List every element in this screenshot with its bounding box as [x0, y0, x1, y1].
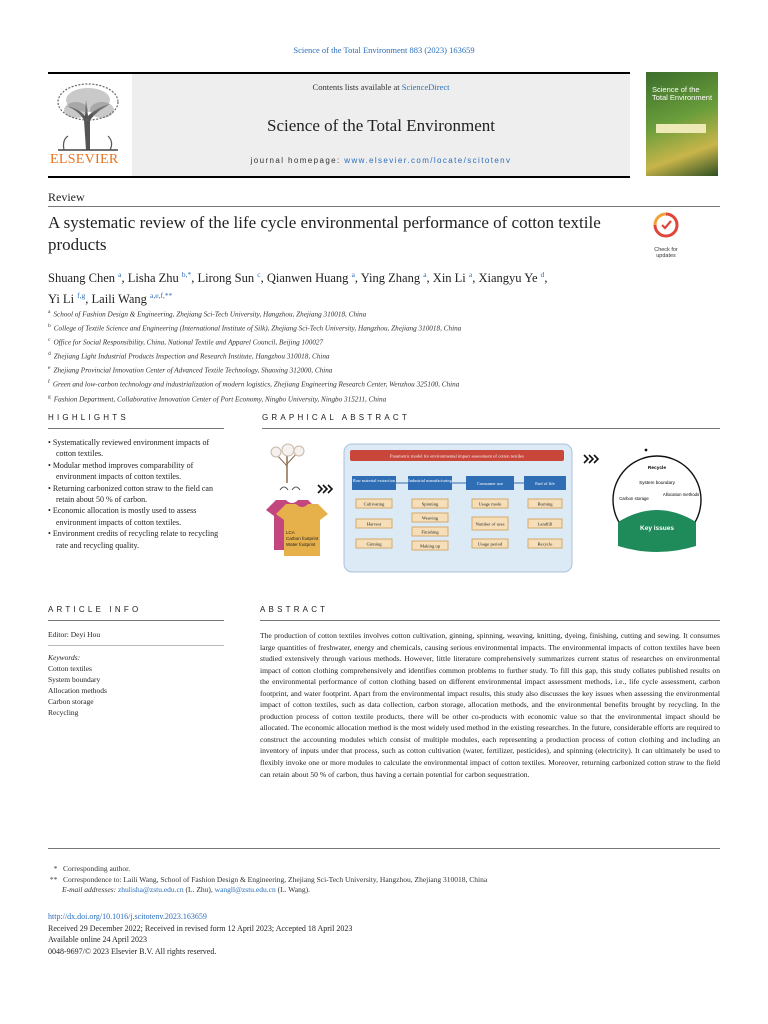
affiliation-marker: e: [48, 365, 51, 372]
author-list: [48, 266, 668, 308]
author-affiliation-ref[interactable]: a: [351, 270, 355, 279]
affiliations: [48, 307, 720, 406]
author-name[interactable]: Yi Li: [48, 292, 75, 307]
publication-info: [48, 911, 352, 957]
keyword-item[interactable]: System boundary: [48, 675, 101, 684]
model-panel-title: Parametric model for environmental impact assessment of cotton textiles: [390, 453, 524, 459]
divider: [48, 620, 224, 621]
affiliation-item: [48, 377, 720, 391]
keywords-heading: Keywords:: [48, 653, 81, 662]
stage-label: End of life: [535, 481, 555, 486]
author-separator: ,: [354, 271, 361, 286]
article-type: Review: [48, 190, 85, 204]
shirt-label-lca: LCA: [286, 530, 295, 535]
highlight-item: • Modular method improves comparability of environment impacts of cotton textiles.: [48, 460, 224, 483]
author-separator: ,: [544, 271, 548, 286]
author-affiliation-ref[interactable]: f,g: [77, 291, 86, 301]
stage-item: Finishing: [421, 529, 439, 535]
author-name[interactable]: Ying Zhang: [360, 271, 421, 286]
affiliation-item: [48, 321, 720, 335]
keywords-block: [48, 652, 107, 718]
author-name[interactable]: Shuang Chen: [48, 271, 116, 286]
check-updates-icon: [653, 212, 679, 242]
stage-item: Cultivating: [363, 501, 385, 507]
publisher-name: ELSEVIER: [50, 152, 119, 167]
circle-label: Allocation methods: [662, 492, 700, 497]
highlight-item: • Environment credits of recycling relate to recycling rate and recycling quality.: [48, 528, 224, 551]
affiliation-item: [48, 363, 720, 377]
affiliation-text: Zhejiang Provincial Innovation Center of Advanced Textile Technology, Shaoxing 312000, China: [53, 366, 333, 375]
arrow-icon: [318, 485, 332, 493]
author-separator: ,: [260, 271, 267, 286]
journal-cover-image[interactable]: [646, 72, 718, 176]
key-issues-label: Key issues: [640, 525, 674, 532]
highlight-item: • Systematically reviewed environment impacts of cotton textiles.: [48, 437, 224, 460]
author-affiliation-ref[interactable]: a: [423, 270, 427, 279]
check-for-updates-button[interactable]: [648, 212, 684, 262]
affiliation-text: Zhejiang Light Industrial Products Inspection and Research Institute, Hangzhou 310018, China: [53, 352, 330, 361]
keywords-list: [48, 663, 107, 718]
article-title: A systematic review of the life cycle environmental performance of cotton textile products: [48, 213, 601, 254]
divider: [260, 620, 720, 621]
available-online: Available online 24 April 2023: [48, 935, 147, 944]
author-separator: ,: [85, 292, 92, 307]
stage-label: Industrial manufacturing: [408, 478, 452, 483]
shirt-icon: [266, 500, 328, 556]
footnote-emails: E-mail addresses: zhulisha@zstu.edu.cn (L. Zhu), wangll@zstu.edu.cn (L. Wang).: [62, 885, 310, 894]
keyword-item[interactable]: Carbon storage: [48, 697, 94, 706]
stage-item: Ginning: [366, 541, 382, 547]
circle-label: Recycle: [647, 466, 667, 471]
divider: [262, 428, 720, 429]
homepage-prefix: journal homepage:: [250, 156, 345, 165]
affiliation-text: College of Textile Science and Engineering (International Institute of Silk), Zhejiang Sci-Tech University, Hangzhou, Zhejiang 310018, China: [53, 324, 462, 333]
stage-label: Raw material extraction: [352, 478, 396, 483]
author-name[interactable]: Xiangyu Ye: [478, 271, 538, 286]
author-name[interactable]: Qianwen Huang: [266, 271, 349, 286]
highlight-item: • Returning carbonized cotton straw to the field can retain about 50 % of carbon.: [48, 483, 224, 506]
editor: Editor: Deyi Hou: [48, 630, 101, 639]
arrow-icon: [584, 455, 598, 463]
affiliation-item: [48, 392, 720, 406]
author-affiliation-ref[interactable]: a: [468, 270, 473, 279]
affiliation-text: Green and low-carbon technology and industrialization of modern logistics, Zhejiang Engineering Research Center, Wenzhou 325100, China: [52, 380, 460, 389]
divider: [48, 645, 224, 646]
affiliation-text: Office for Social Responsibility, China, National Textile and Apparel Council, Beijing 100027: [53, 338, 324, 347]
stage-item: Harvest: [366, 521, 382, 527]
stage-item: Usage mode: [478, 501, 502, 507]
highlights-list: [48, 437, 224, 551]
stage-item: Number of uses: [475, 521, 505, 527]
abstract-text: The production of cotton textiles involves cotton cultivation, ginning, spinning, weaving, knitting, dyeing, finishing, cutting and sewing. It consumes large quantities of freshwater, energy and chemicals, causing serious environmental impacts. The environmental impacts of cotton textiles have been studied extensively through various methods. However, little literature comprehensively summarizes current status of researches on environmental impact of cotton clothing comprehensively and identifies common problems to further study. To fill this gap, this study collates published results on the environmental performance of cotton clothing based on different environmental impact assessment methods, i.e., life cycle assessment, carbon footprint, and water footprint. Apart from the environmental impact results, this study also discusses the key issues when assessing the environmental impact of cotton textiles, such as data collection, carbon storage, allocation methods, and the environmental benefits brought by recycling. In the production process of cotton textile products, there will be other co-products with economic value so that the environmental impact should be allocated. The economic allocation method is the most widely used method in the existing researches. In the future, considerable efforts are required to construct the accounting modules which consist of multiple modules, each representing a production process of cotton clothing and including an inventory of inputs under that process, such as cotton cultivation (water, fertilizer, pesticides), and spinning (electricity). It can ultimately be used to flexibly invoke one or more modules to calculate the environmental impact of cotton textiles. Moreover, returning carbonized cotton straw to the field can retain about 50 % of carbon, thus having a certain potential for carbon sequestration.: [260, 631, 720, 779]
keyword-item[interactable]: Recycling: [48, 708, 79, 717]
author-name[interactable]: Lirong Sun: [197, 271, 255, 286]
affiliation-marker: f: [48, 379, 50, 386]
divider: [48, 848, 720, 849]
footnote-correspondence: ** Correspondence to: Laili Wang, School of Fashion Design & Engineering, Zhejiang Sci-Tech University, Hangzhou, Zhejiang 310018, China: [48, 874, 488, 884]
journal-header: [48, 72, 630, 178]
affiliation-marker: g: [48, 393, 51, 400]
author-affiliation-ref[interactable]: c: [257, 270, 261, 279]
circle-label: Carbon storage: [619, 496, 649, 501]
sciencedirect-link[interactable]: ScienceDirect: [401, 82, 450, 92]
stage-item: Burning: [537, 501, 553, 507]
keyword-item[interactable]: Allocation methods: [48, 686, 107, 695]
keyword-item[interactable]: Cotton textiles: [48, 664, 92, 673]
cover-title: Science of the Total Environment: [652, 85, 713, 102]
affiliation-marker: a: [48, 309, 51, 315]
author-separator: ,: [472, 271, 479, 286]
divider: [48, 206, 720, 207]
shirt-label-carbon: Carbon footprint: [286, 536, 319, 541]
journal-title-box: [132, 74, 630, 176]
author-affiliation-ref[interactable]: b,*: [181, 270, 192, 279]
journal-title: Science of the Total Environment: [267, 116, 495, 135]
received-dates: Received 29 December 2022; Received in revised form 12 April 2023; Accepted 18 April 2023: [48, 923, 353, 933]
affiliation-item: [48, 335, 720, 349]
author-name[interactable]: Xin Li: [432, 271, 466, 286]
footnotes: [48, 864, 720, 896]
homepage-link[interactable]: www.elsevier.com/locate/scitotenv: [344, 156, 512, 165]
journal-homepage: [132, 156, 630, 165]
divider: [48, 428, 224, 429]
author-separator: ,: [121, 271, 128, 286]
footnote-corresponding: * Corresponding author.: [48, 864, 131, 873]
affiliation-marker: c: [48, 337, 51, 344]
email-link[interactable]: wangll@zstu.edu.cn: [214, 885, 276, 894]
affiliation-marker: d: [48, 351, 51, 358]
author-name[interactable]: Laili Wang: [91, 292, 147, 307]
stage-label: Consumer use: [476, 481, 504, 486]
cover-strip: [656, 124, 706, 133]
author-affiliation-ref[interactable]: a: [118, 270, 122, 279]
highlight-item: • Economic allocation is mostly used to assess environment impacts of cotton textiles.: [48, 505, 224, 528]
stage-item: Weaving: [421, 515, 439, 521]
graphical-abstract-figure[interactable]: [262, 438, 720, 578]
stage-item: Recycle: [537, 541, 553, 547]
graphical-abstract-svg: [262, 438, 720, 578]
affiliation-text: School of Fashion Design & Engineering, Zhejiang Sci-Tech University, Hangzhou, Zhejiang 310018, China: [53, 310, 367, 319]
author-separator: ,: [191, 271, 198, 286]
highlights-heading: HIGHLIGHTS: [48, 413, 129, 422]
author-affiliation-ref[interactable]: a,e,f,**: [150, 291, 173, 301]
graphical-abstract-heading: GRAPHICAL ABSTRACT: [262, 413, 410, 422]
copyright: 0048-9697/© 2023 Elsevier B.V. All rights reserved.: [48, 946, 217, 956]
contents-line: [132, 82, 630, 92]
affiliation-item: [48, 349, 720, 363]
key-issues-diagram: [613, 449, 701, 552]
affiliation-marker: b: [48, 323, 51, 330]
doi-link[interactable]: http://dx.doi.org/10.1016/j.scitotenv.2023.163659: [48, 912, 207, 921]
author-name[interactable]: Lisha Zhu: [127, 271, 179, 286]
article-info-heading: ARTICLE INFO: [48, 605, 142, 614]
affiliation-text: Fashion Department, Collaborative Innovation Center of Port Economy, Ningbo University, Ningbo 315211, China: [53, 394, 387, 403]
abstract-heading: ABSTRACT: [260, 605, 329, 614]
email-link[interactable]: zhulisha@zstu.edu.cn: [117, 885, 184, 894]
stage-item: Spinning: [421, 501, 439, 507]
author-separator: ,: [426, 271, 433, 286]
contents-prefix: Contents lists available at: [312, 82, 402, 92]
check-updates-label: Check for updates: [654, 247, 678, 259]
stage-item: Landfill: [537, 521, 553, 527]
affiliation-item: [48, 307, 720, 321]
circle-label: System boundary: [639, 480, 675, 485]
author-affiliation-ref[interactable]: d: [540, 270, 545, 279]
stage-item: Usage period: [477, 541, 503, 547]
stage-item: Making up: [419, 543, 441, 549]
cotton-plant-icon: [271, 444, 304, 483]
journal-citation[interactable]: Science of the Total Environment 883 (2023) 163659: [293, 45, 475, 55]
shirt-label-water: Water footprint: [286, 542, 316, 547]
